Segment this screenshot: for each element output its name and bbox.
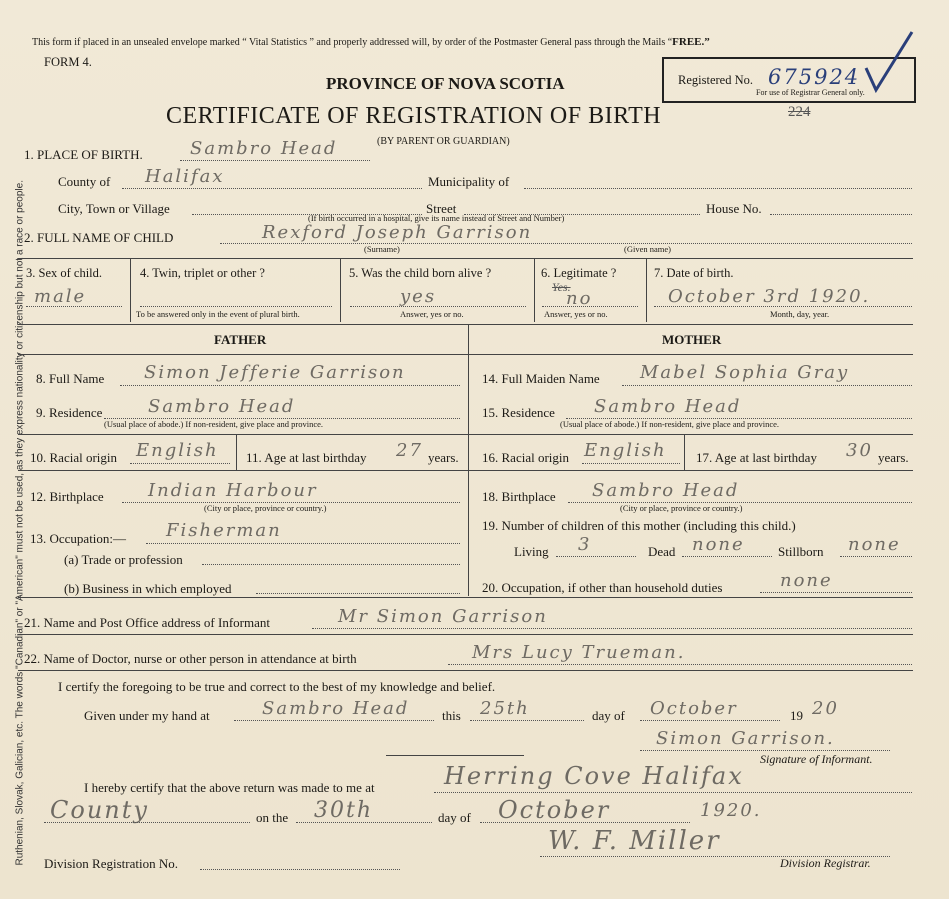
child-name-value: Rexford Joseph Garrison	[262, 222, 533, 243]
father-name-label: 8. Full Name	[36, 371, 105, 386]
hereby-certify-label: I hereby certify that the above return was made to me at	[84, 780, 375, 795]
given-year-value: 20	[812, 698, 839, 719]
informant-signature: Simon Garrison.	[656, 728, 835, 749]
living-value: 3	[578, 534, 592, 555]
given-under-hand-label: Given under my hand at	[84, 708, 210, 723]
dead-label: Dead	[648, 544, 676, 559]
check-mark-icon	[860, 28, 920, 98]
birth-date-value: October 3rd 1920.	[668, 286, 871, 307]
day-of-label: day of	[592, 708, 625, 723]
certificate-title: CERTIFICATE OF REGISTRATION OF BIRTH	[166, 103, 662, 129]
on-the-label: on the	[256, 810, 289, 825]
informant-value: Mr Simon Garrison	[338, 606, 548, 627]
father-age-value: 27	[396, 440, 423, 461]
legitimate-note: Answer, yes or no.	[544, 309, 608, 319]
father-residence-value: Sambro Head	[148, 396, 296, 417]
born-alive-label: 5. Was the child born alive ?	[349, 266, 492, 280]
father-birthplace-label: 12. Birthplace	[30, 489, 104, 504]
children-count-label: 19. Number of children of this mother (including this child.)	[482, 518, 796, 533]
province-heading: PROVINCE OF NOVA SCOTIA	[326, 74, 565, 93]
born-alive-note: Answer, yes or no.	[400, 309, 464, 319]
plural-birth-label: 4. Twin, triplet or other ?	[140, 266, 265, 280]
postal-notice	[32, 36, 710, 48]
birth-date-note: Month, day, year.	[770, 309, 830, 319]
given-name-caption: (Given name)	[624, 244, 671, 254]
father-birthplace-caption: (City or place, province or country.)	[204, 503, 327, 513]
postal-notice-text: This form if placed in an unsealed envelope marked “ Vital Statistics ” and properly addressed will, by order of the Postmaster General pass through the Mails “	[32, 37, 673, 48]
given-day-value: 25th	[480, 698, 530, 719]
this-label: this	[442, 708, 461, 723]
business-employed-label: (b) Business in which employed	[64, 581, 232, 596]
informant-label: 21. Name and Post Office address of Informant	[24, 615, 270, 630]
father-occupation-label: 13. Occupation:—	[30, 531, 127, 546]
mother-name-value: Mabel Sophia Gray	[640, 362, 850, 383]
mother-residence-label: 15. Residence	[482, 405, 555, 420]
attendant-label: 22. Name of Doctor, nurse or other person in attendance at birth	[24, 651, 357, 666]
registrar-signature: W. F. Miller	[548, 826, 721, 856]
mother-racial-value: English	[584, 440, 667, 461]
mother-age-label: 17. Age at last birthday	[696, 450, 817, 465]
father-residence-caption: (Usual place of abode.) If non-resident, give place and province.	[104, 419, 324, 429]
sex-value: male	[34, 286, 87, 307]
registration-county-value: County	[50, 796, 149, 824]
child-name-label: 2. FULL NAME OF CHILD	[24, 230, 174, 245]
father-header: FATHER	[214, 332, 267, 347]
father-age-label: 11. Age at last birthday	[246, 450, 367, 465]
free-word: FREE.”	[672, 36, 710, 48]
given-month-value: October	[650, 698, 738, 719]
legitimate-struck: Yes.	[552, 280, 571, 294]
mother-birthplace-label: 18. Birthplace	[482, 489, 556, 504]
legitimate-value: no	[566, 288, 593, 309]
place-of-birth-label: 1. PLACE OF BIRTH.	[24, 147, 143, 162]
living-label: Living	[514, 544, 549, 559]
hospital-note: (If birth occurred in a hospital, give its name instead of Street and Number)	[308, 213, 565, 223]
signature-informant-label: Signature of Informant.	[760, 752, 873, 766]
county-label: County of	[58, 174, 111, 189]
father-years: years.	[428, 450, 459, 465]
registered-number: 675924	[768, 65, 861, 89]
given-place-value: Sambro Head	[262, 698, 410, 719]
certify-statement: I certify the foregoing to be true and correct to the best of my knowledge and belief.	[58, 679, 496, 694]
surname-caption: (Surname)	[364, 244, 400, 254]
mother-birthplace-caption: (City or place, province or country.)	[620, 503, 743, 513]
dead-value: none	[692, 534, 745, 555]
certificate-subtitle: (BY PARENT OR GUARDIAN)	[377, 136, 510, 147]
year-prefix: 19	[790, 708, 803, 723]
division-registrar-label: Division Registrar.	[780, 856, 871, 870]
father-name-value: Simon Jefferie Garrison	[144, 362, 406, 383]
street-label: Street	[426, 201, 457, 216]
mother-occupation-label: 20. Occupation, if other than household duties	[482, 580, 723, 595]
registration-month-value: October	[498, 796, 611, 824]
stillborn-label: Stillborn	[778, 544, 824, 559]
division-registration-no-label: Division Registration No.	[44, 856, 178, 871]
mother-occupation-value: none	[780, 570, 833, 591]
sex-label: 3. Sex of child.	[26, 266, 103, 280]
side-margin-text: Ruthenian, Slovak, Galician, etc. The words "Canadian" or "American" must not be used, as they express nationality or citizenship but not a race or people.	[14, 180, 26, 866]
mother-age-value: 30	[846, 440, 873, 461]
legitimate-label: 6. Legitimate ?	[541, 266, 617, 280]
mother-residence-caption: (Usual place of abode.) If non-resident, give place and province.	[560, 419, 780, 429]
registration-day-value: 30th	[314, 798, 374, 823]
registration-year-value: 1920.	[700, 800, 762, 821]
house-no-label: House No.	[706, 201, 762, 216]
attendant-value: Mrs Lucy Trueman.	[472, 642, 686, 663]
mother-birthplace-value: Sambro Head	[592, 480, 740, 501]
registrar-use-note: For use of Registrar General only.	[756, 88, 865, 97]
registered-label: Registered No.	[678, 73, 753, 87]
born-alive-value: yes	[400, 286, 437, 307]
form-number: FORM 4.	[44, 55, 92, 69]
mother-header: MOTHER	[662, 332, 722, 347]
struck-number: 224	[788, 104, 811, 120]
city-label: City, Town or Village	[58, 201, 170, 216]
place-of-birth-value: Sambro Head	[190, 138, 338, 159]
mother-residence-value: Sambro Head	[594, 396, 742, 417]
birth-date-label: 7. Date of birth.	[654, 266, 734, 280]
trade-profession-label: (a) Trade or profession	[64, 552, 183, 567]
father-residence-label: 9. Residence	[36, 405, 103, 420]
father-occupation-value: Fisherman	[166, 520, 282, 541]
mother-name-label: 14. Full Maiden Name	[482, 371, 600, 386]
father-racial-label: 10. Racial origin	[30, 450, 118, 465]
father-birthplace-value: Indian Harbour	[148, 480, 318, 501]
registration-place-value: Herring Cove Halifax	[444, 762, 744, 790]
mother-years: years.	[878, 450, 909, 465]
plural-birth-note: To be answered only in the event of plural birth.	[136, 309, 300, 319]
registration-day-of-label: day of	[438, 810, 471, 825]
stillborn-value: none	[848, 534, 901, 555]
father-racial-value: English	[136, 440, 219, 461]
county-value: Halifax	[145, 166, 225, 187]
municipality-label: Municipality of	[428, 174, 510, 189]
mother-racial-label: 16. Racial origin	[482, 450, 570, 465]
